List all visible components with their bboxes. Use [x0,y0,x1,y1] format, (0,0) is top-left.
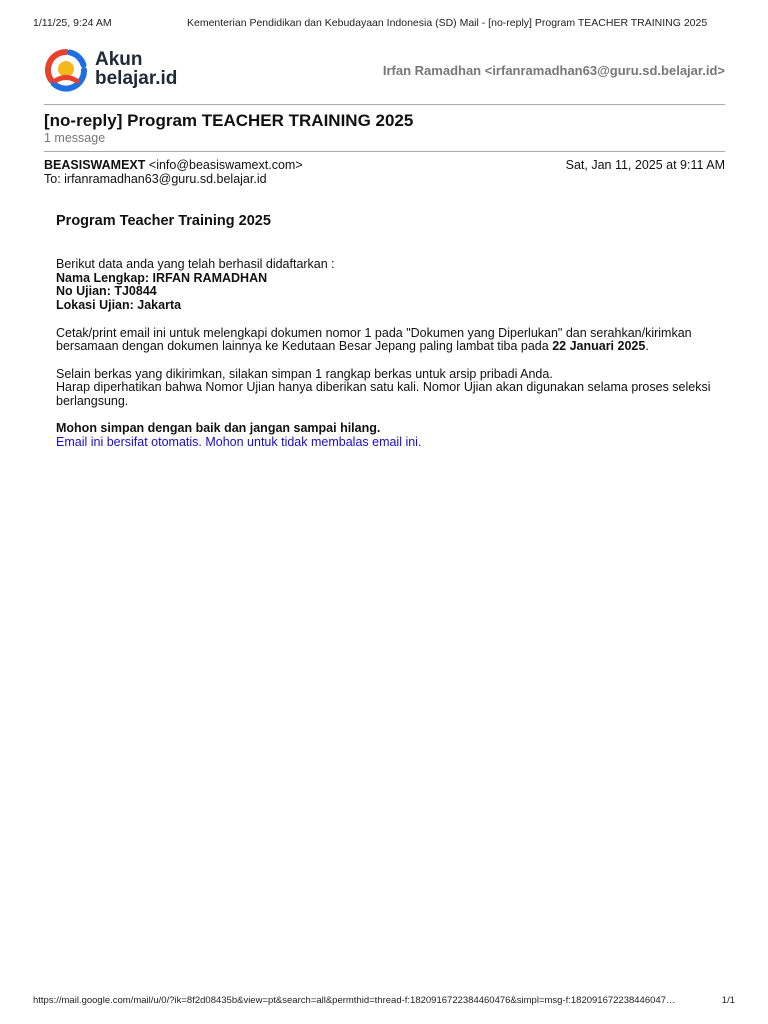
print-header [33,17,735,31]
thread-subject: [no-reply] Program TEACHER TRAINING 2025 [44,111,414,130]
deadline-suffix: . [645,339,649,354]
exam-number: No Ujian: TJ0844 [56,284,157,299]
message-body [56,213,726,463]
closing [56,422,726,449]
print-instruction-text: Cetak/print email ini untuk melengkapi dokumen nomor 1 pada "Dokumen yang Diperlukan" dan serahkan/kirimkan bersamaan dengan dokumen lainnya ke Kedutaan Besar Jepang paling lambat tiba pada [56,325,692,354]
message-date: Sat, Jan 11, 2025 at 9:11 AM [565,158,725,172]
intro-text: Berikut data anda yang telah berhasil didaftarkan : [56,257,335,271]
brand-name-line2: belajar.id [95,68,178,89]
deadline-date: 22 Januari 2025 [552,339,646,354]
message-count: 1 message [44,131,106,145]
print-instruction [56,327,726,354]
archive-notes [56,368,726,409]
account-identity: Irfan Ramadhan <irfanramadhan63@guru.sd.belajar.id> [382,63,725,78]
print-datetime: 1/11/25, 9:24 AM [33,17,112,29]
body-heading: Program Teacher Training 2025 [56,213,271,229]
message-from [44,158,303,172]
brand-name-line1: Akun [95,49,143,70]
sender-email: <info@beasiswamext.com> [148,158,303,172]
archive-note: Selain berkas yang dikirimkan, silakan simpan 1 rangkap berkas untuk arsip pribadi Anda. [56,366,553,381]
akun-belajar-logo [44,48,178,92]
print-page-title: Kementerian Pendidikan dan Kebudayaan Indonesia (SD) Mail - [no-reply] Program TEACHER TRAINING 2025 [187,17,708,29]
exam-location: Lokasi Ujian: Jakarta [56,298,182,313]
divider [44,104,725,105]
print-footer [33,995,735,1009]
auto-reply-note: Email ini bersifat otomatis. Mohon untuk tidak membalas email ini. [56,435,422,450]
registration-details [56,258,726,313]
full-name: Nama Lengkap: IRFAN RAMADHAN [56,270,268,285]
akun-belajar-logo-icon [44,48,88,92]
message-recipient: To: irfanramadhan63@guru.sd.belajar.id [44,172,267,186]
print-url: https://mail.google.com/mail/u/0/?ik=8f2d08435b&view=pt&search=all&permthid=thread-f:1820916722384460476&simpl=msg-f:182091672238446047… [33,995,676,1006]
keep-safe-note: Mohon simpan dengan baik dan jangan sampai hilang. [56,421,381,436]
page-number: 1/1 [721,995,735,1006]
sender-name: BEASISWAMEXT [44,158,146,172]
divider [44,151,725,152]
exam-number-note: Harap diperhatikan bahwa Nomor Ujian hanya diberikan satu kali. Nomor Ujian akan digunakan selama proses seleksi berlangsung. [56,380,711,408]
